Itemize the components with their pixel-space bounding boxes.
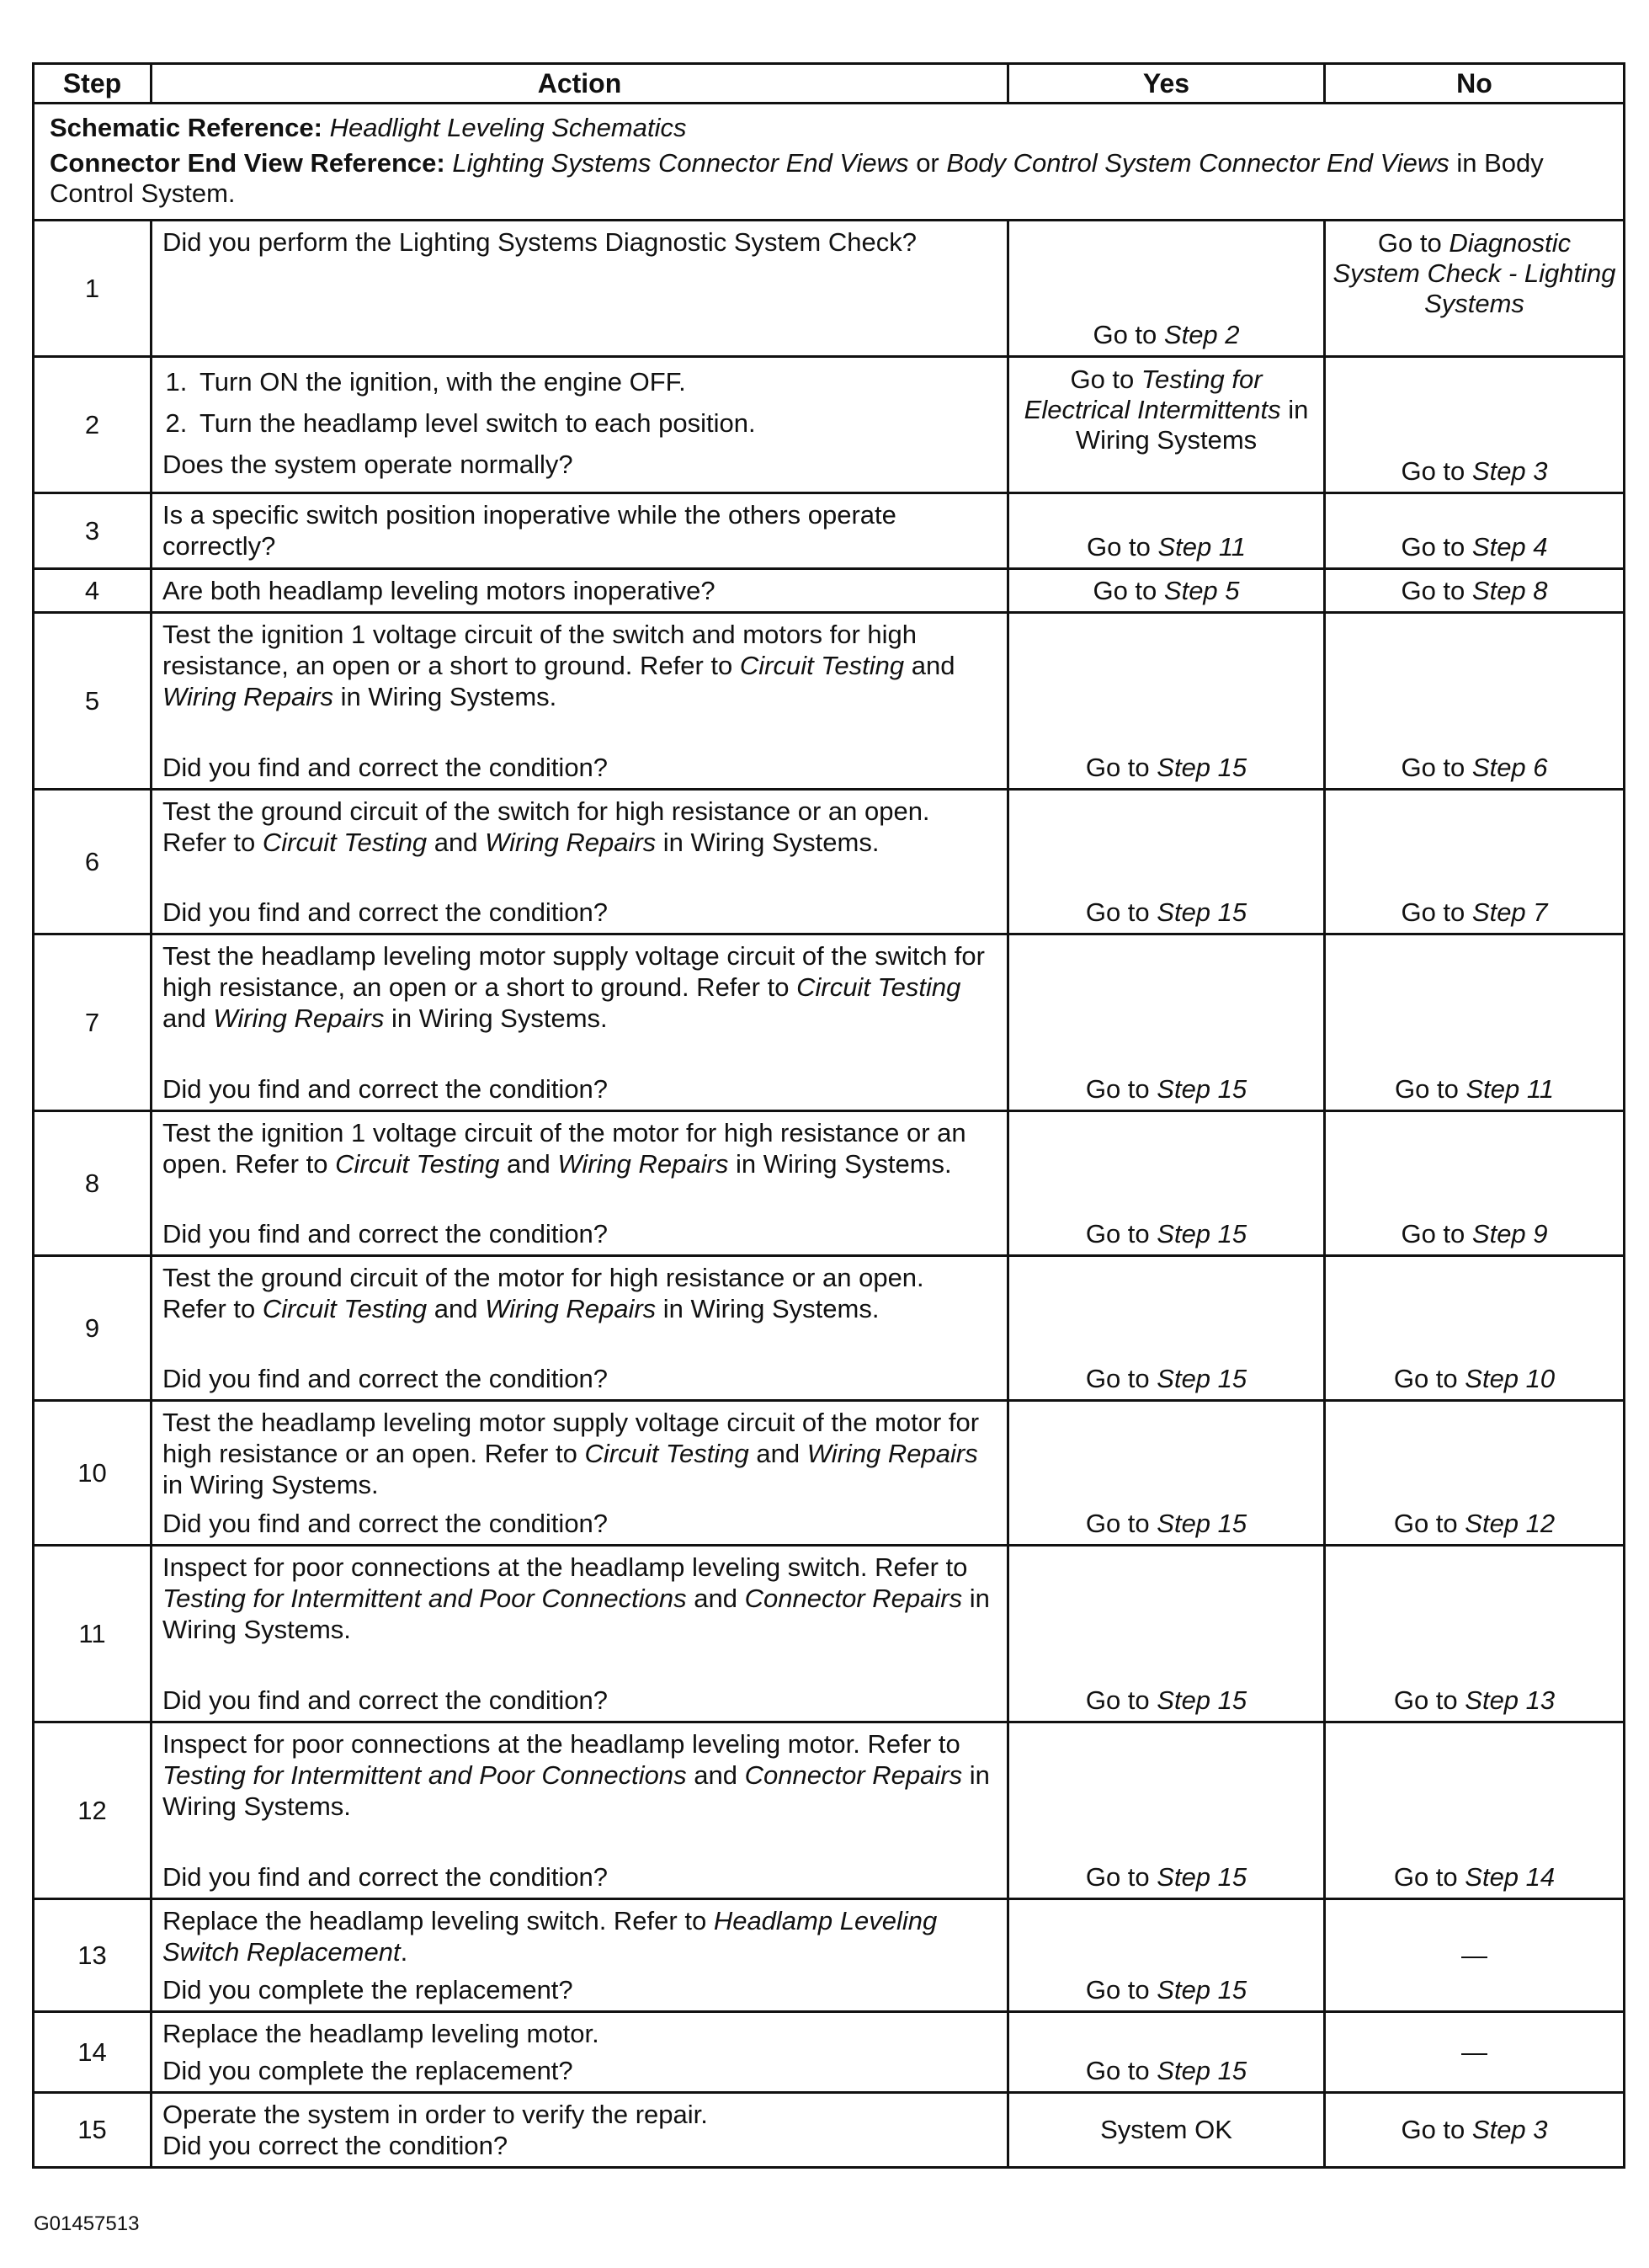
table-row	[34, 790, 1625, 934]
yes-cell: Go to Step 15	[1008, 1256, 1325, 1401]
step-number: 10	[34, 1401, 152, 1546]
step-number: 7	[34, 934, 152, 1111]
step-number: 4	[34, 569, 152, 613]
table-row	[34, 221, 1625, 357]
table-row	[34, 1401, 1625, 1546]
step-number: 11	[34, 1546, 152, 1722]
no-cell: Go to Step 11	[1325, 934, 1625, 1111]
yes-cell: Go to Step 15	[1008, 790, 1325, 934]
substep-list	[162, 366, 993, 439]
diagnostic-table-container	[32, 62, 1623, 2169]
table-row	[34, 2012, 1625, 2093]
step-number: 1	[34, 221, 152, 357]
no-cell: Go to Step 7	[1325, 790, 1625, 934]
reference-cell	[34, 104, 1625, 221]
action-cell: Inspect for poor connections at the headlamp leveling switch. Refer to Testing for Intermittent and Poor Connections and Connector Repairs in Wiring Systems. Did you find and correct the condition?	[152, 1546, 1008, 1722]
no-cell: Go to Step 9	[1325, 1111, 1625, 1256]
substep: 1. Turn ON the ignition, with the engine OFF.	[194, 366, 993, 397]
header-row	[34, 64, 1625, 104]
header-action: Action	[152, 64, 1008, 104]
action-cell: Replace the headlamp leveling motor. Did you complete the replacement?	[152, 2012, 1008, 2093]
header-no: No	[1325, 64, 1625, 104]
yes-cell: Go to Step 5	[1008, 569, 1325, 613]
table-row	[34, 2093, 1625, 2168]
action-cell: Test the ignition 1 voltage circuit of the switch and motors for high resistance, an open or a short to ground. Refer to Circuit Testing and Wiring Repairs in Wiring Systems. Did you find and correct the condition?	[152, 613, 1008, 790]
table-row	[34, 1899, 1625, 2012]
substep: 2. Turn the headlamp level switch to each position.	[194, 407, 993, 439]
header-step: Step	[34, 64, 152, 104]
figure-id: G01457513	[34, 2212, 140, 2235]
step-number: 14	[34, 2012, 152, 2093]
action-cell: Test the ignition 1 voltage circuit of the motor for high resistance or an open. Refer to Circuit Testing and Wiring Repairs in Wiring Systems. Did you find and correct the condition?	[152, 1111, 1008, 1256]
step-number: 13	[34, 1899, 152, 2012]
step-number: 2	[34, 357, 152, 493]
step-number: 6	[34, 790, 152, 934]
step-number: 8	[34, 1111, 152, 1256]
action-cell: Test the ground circuit of the motor for high resistance or an open. Refer to Circuit Testing and Wiring Repairs in Wiring Systems. Did you find and correct the condition?	[152, 1256, 1008, 1401]
table-row	[34, 1722, 1625, 1899]
action-cell: Test the headlamp leveling motor supply voltage circuit of the motor for high resistance or an open. Refer to Circuit Testing and Wiring Repairs in Wiring Systems. Did you find and correct the condition?	[152, 1401, 1008, 1546]
action-cell: Is a specific switch position inoperative while the others operate correctly?	[152, 493, 1008, 569]
yes-cell: System OK	[1008, 2093, 1325, 2168]
no-cell	[1325, 2012, 1625, 2093]
action-cell: 1. Turn ON the ignition, with the engine OFF. 2. Turn the headlamp level switch to each position. Does the system operate normally?	[152, 357, 1008, 493]
step-number: 9	[34, 1256, 152, 1401]
action-cell: Are both headlamp leveling motors inoperative?	[152, 569, 1008, 613]
step-number: 5	[34, 613, 152, 790]
step-number: 3	[34, 493, 152, 569]
no-cell: Go to Step 6	[1325, 613, 1625, 790]
yes-cell: Go to Step 15	[1008, 613, 1325, 790]
reference-row	[34, 104, 1625, 221]
no-cell: Go to Step 8	[1325, 569, 1625, 613]
no-cell: Go to Step 14	[1325, 1722, 1625, 1899]
no-cell: Go to Step 12	[1325, 1401, 1625, 1546]
yes-cell: Go to Step 11	[1008, 493, 1325, 569]
yes-cell: Go to Step 15	[1008, 1899, 1325, 2012]
yes-cell: Go to Step 15	[1008, 2012, 1325, 2093]
yes-cell: Go to Testing for Electrical Intermittents in Wiring Systems	[1008, 357, 1325, 493]
no-cell: Go to Step 3	[1325, 2093, 1625, 2168]
yes-cell: Go to Step 15	[1008, 1401, 1325, 1546]
action-cell: Test the ground circuit of the switch for high resistance or an open. Refer to Circuit Testing and Wiring Repairs in Wiring Systems. Did you find and correct the condition?	[152, 790, 1008, 934]
no-dash: —	[1461, 2036, 1487, 2067]
yes-cell: Go to Step 15	[1008, 1722, 1325, 1899]
action-cell: Operate the system in order to verify the repair. Did you correct the condition?	[152, 2093, 1008, 2168]
no-cell	[1325, 1899, 1625, 2012]
table-row	[34, 1111, 1625, 1256]
table-row	[34, 493, 1625, 569]
yes-cell: Go to Step 15	[1008, 934, 1325, 1111]
table-row	[34, 613, 1625, 790]
table-row	[34, 934, 1625, 1111]
no-cell: Go to Step 4	[1325, 493, 1625, 569]
header-yes: Yes	[1008, 64, 1325, 104]
no-cell: Go to Diagnostic System Check - Lighting Systems	[1325, 221, 1625, 357]
yes-cell: Go to Step 15	[1008, 1546, 1325, 1722]
action-cell: Replace the headlamp leveling switch. Refer to Headlamp Leveling Switch Replacement. Did you complete the replacement?	[152, 1899, 1008, 2012]
yes-cell: Go to Step 15	[1008, 1111, 1325, 1256]
action-cell: Did you perform the Lighting Systems Diagnostic System Check?	[152, 221, 1008, 357]
table-row	[34, 357, 1625, 493]
action-cell: Inspect for poor connections at the headlamp leveling motor. Refer to Testing for Intermittent and Poor Connections and Connector Repairs in Wiring Systems. Did you find and correct the condition?	[152, 1722, 1008, 1899]
action-cell: Test the headlamp leveling motor supply voltage circuit of the switch for high resistance, an open or a short to ground. Refer to Circuit Testing and Wiring Repairs in Wiring Systems. Did you find and correct the condition?	[152, 934, 1008, 1111]
no-cell: Go to Step 13	[1325, 1546, 1625, 1722]
step-number: 15	[34, 2093, 152, 2168]
no-dash: —	[1461, 1940, 1487, 1970]
diagnostic-table	[32, 62, 1625, 2169]
no-cell: Go to Step 3	[1325, 357, 1625, 493]
yes-cell: Go to Step 2	[1008, 221, 1325, 357]
table-row	[34, 569, 1625, 613]
no-cell: Go to Step 10	[1325, 1256, 1625, 1401]
table-row	[34, 1546, 1625, 1722]
step-number: 12	[34, 1722, 152, 1899]
table-row	[34, 1256, 1625, 1401]
schematic-reference: Schematic Reference: Headlight Leveling Schematics	[50, 113, 687, 142]
connector-reference: Connector End View Reference: Lighting Systems Connector End Views or Body Control System Connector End Views in Body Control System.	[50, 148, 1544, 208]
